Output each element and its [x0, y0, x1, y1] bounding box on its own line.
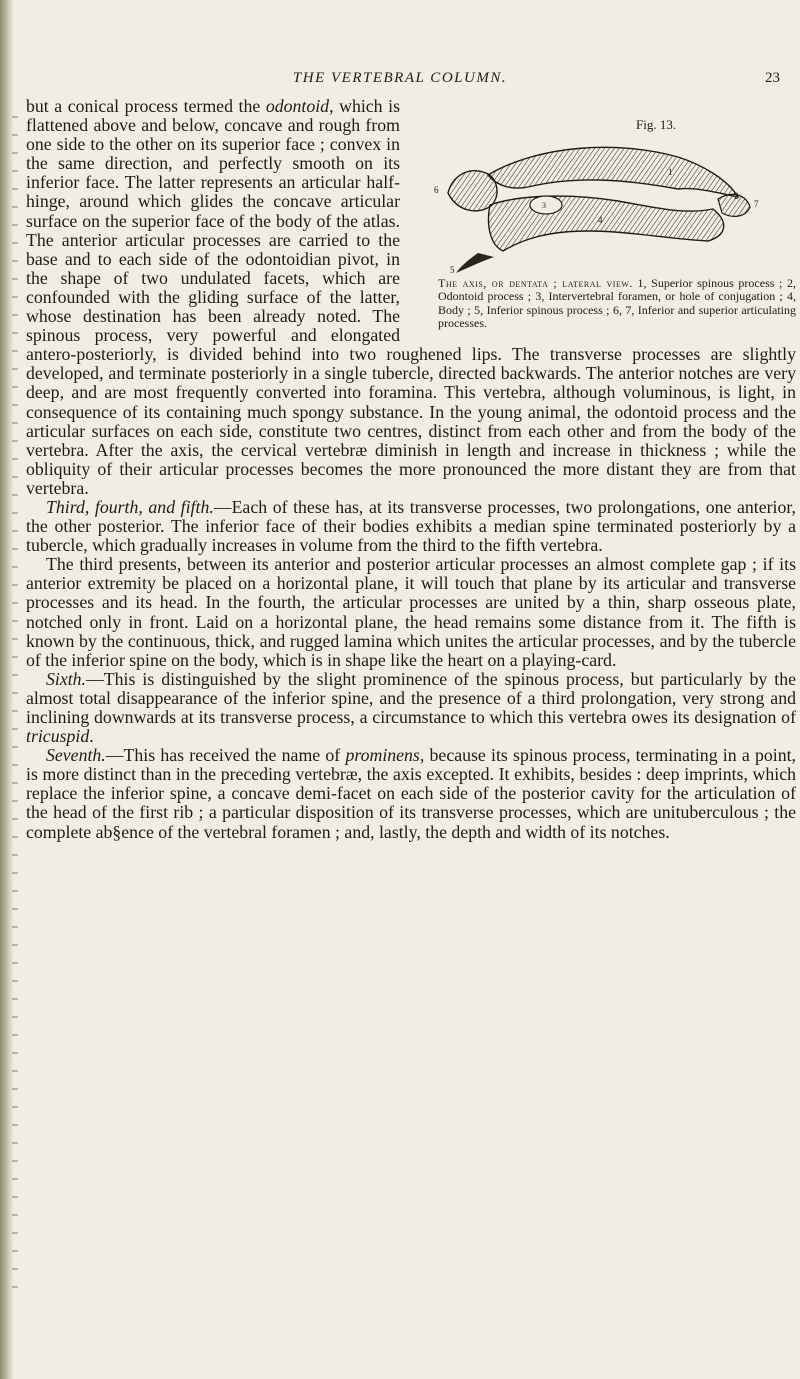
paragraph-third-fourth-fifth-text: —Each of these has, at its transverse processes, two prolongations, one anterior, the other posterior. The inferior face of their bodies exhibits a median spine terminated posteriorly by a tubercle, which gradually increases in volume from the third to the fifth vertebra. [26, 496, 796, 556]
running-head: THE VERTEBRAL COLUMN. [292, 70, 508, 86]
paragraph-sixth-text-a: —This is distinguished by the slight prominence of the spinous process, but particularly by the almost total disappearance of the inferior spine, and the presence of a third prolongation, very strong and inclining downwards at its transverse process, a circumstance to which this vertebra owes its designation of [26, 668, 796, 727]
body-text [26, 97, 796, 842]
term-prominens: prominens [345, 745, 420, 766]
figure-13 [408, 97, 796, 329]
page-number: 23 [765, 70, 780, 86]
paragraph-seventh-text-a: —This has received the name of [105, 745, 346, 766]
paragraph-sixth [26, 670, 796, 746]
term-tricuspid: tricuspid [26, 726, 90, 747]
figure-number-7: 7 [754, 199, 759, 209]
paragraph-axis-text-a: but a conical process termed the [26, 96, 266, 116]
figure-caption-title: The axis, or dentata ; lateral view. [438, 276, 633, 290]
figure-number-2: 2 [734, 191, 739, 201]
spinous-process-shape [488, 147, 738, 197]
heading-seventh: Seventh. [46, 745, 106, 766]
paragraph-seventh-text-b: , because its spinous process, terminating in a point, is more distinct than in the preceding vertebræ, the axis excepted. It exhibits, besides : deep imprints, which replace the inferior spine, a concave demi-facet on each side of the posterior cavity for the articulation of the head of the first rib ; a particular disposition of its transverse processes, which are unituberculous ; the complete ab§ence of the vertebral foramen ; and, lastly, the depth and width of its notches. [26, 745, 796, 842]
paragraph-axis-text-b: , which is flattened above and below, concave and rough from one side to the other on its superior face ; convex in the same direction, and perfectly smooth on its inferior face. The latter represents an articular half-hinge, around which glides the concave articular surface on the superior face of the body of the atlas. The anterior articular processes are carried to the base and to each side of the odontoidian pivot, in the shape of two undulated facets, which are confounded with the gliding surface of the latter, whose destination has been already noted. The spinous process, very powerful and elongated antero-posteriorly, is divided behind into two roughened lips. The transverse processes are slightly developed, and terminate posteriorly in a single tubercle, directed backwards. The anterior notches are very deep, and are most frequently converted into foramina. This vertebra, although voluminous, is light, in consequence of its containing much spongy substance. In the young animal, the odontoid process and the articular surfaces on each side, constitute two centres, distinct from each other and from the body of the vertebra. After the axis, the cervical vertebræ diminish in length and increase in thickness ; while the obliquity of their articular processes becomes the more pronounced the more distant they are from that vertebra. [26, 96, 796, 498]
figure-number-6: 6 [434, 185, 439, 195]
heading-sixth: Sixth. [46, 668, 86, 689]
figure-label: Fig. 13. [636, 117, 677, 132]
figure-number-3: 3 [542, 201, 546, 210]
figure-caption-body: 1, Superior spinous process ; 2, Odontoid process ; 3, Intervertebral foramen, or hole of conjugation ; 4, Body ; 5, Inferior spinous process ; 6, 7, Inferior and superior articulating processes. [438, 276, 797, 331]
axis-vertebra-illustration [428, 135, 778, 275]
figure-number-5: 5 [450, 265, 455, 275]
paragraph-seventh [26, 746, 796, 841]
paragraph-sixth-text-b: . [89, 726, 94, 747]
figure-number-4: 4 [598, 215, 603, 225]
inferior-spinous-process-shape [456, 253, 494, 273]
binding-stitch-marks [12, 100, 18, 1300]
intervertebral-foramen-shape [530, 196, 562, 214]
figure-caption [438, 277, 796, 331]
paragraph-third-details: The third presents, between its anterior and posterior articular processes an almost complete gap ; if its anterior extremity be placed on a horizontal plane, it will touch that plane by its articular and transverse processes and its head. In the fourth, the articular processes are united by a thin, sharp osseous plate, notched only in front. Laid on a horizontal plane, the head remains some distance from it. The fifth is known by the continuous, thick, and rugged lamina which unites the articular processes, and by the tubercle of the inferior spine on the body, which is in shape like the heart on a playing-card. [26, 554, 796, 670]
term-odontoid: odontoid [265, 96, 330, 116]
paragraph-third-fourth-fifth [26, 498, 796, 555]
heading-third-fourth-fifth: Third, fourth, and fifth. [46, 496, 214, 517]
figure-number-1: 1 [668, 167, 673, 177]
vertebra-body-shape [489, 196, 724, 251]
